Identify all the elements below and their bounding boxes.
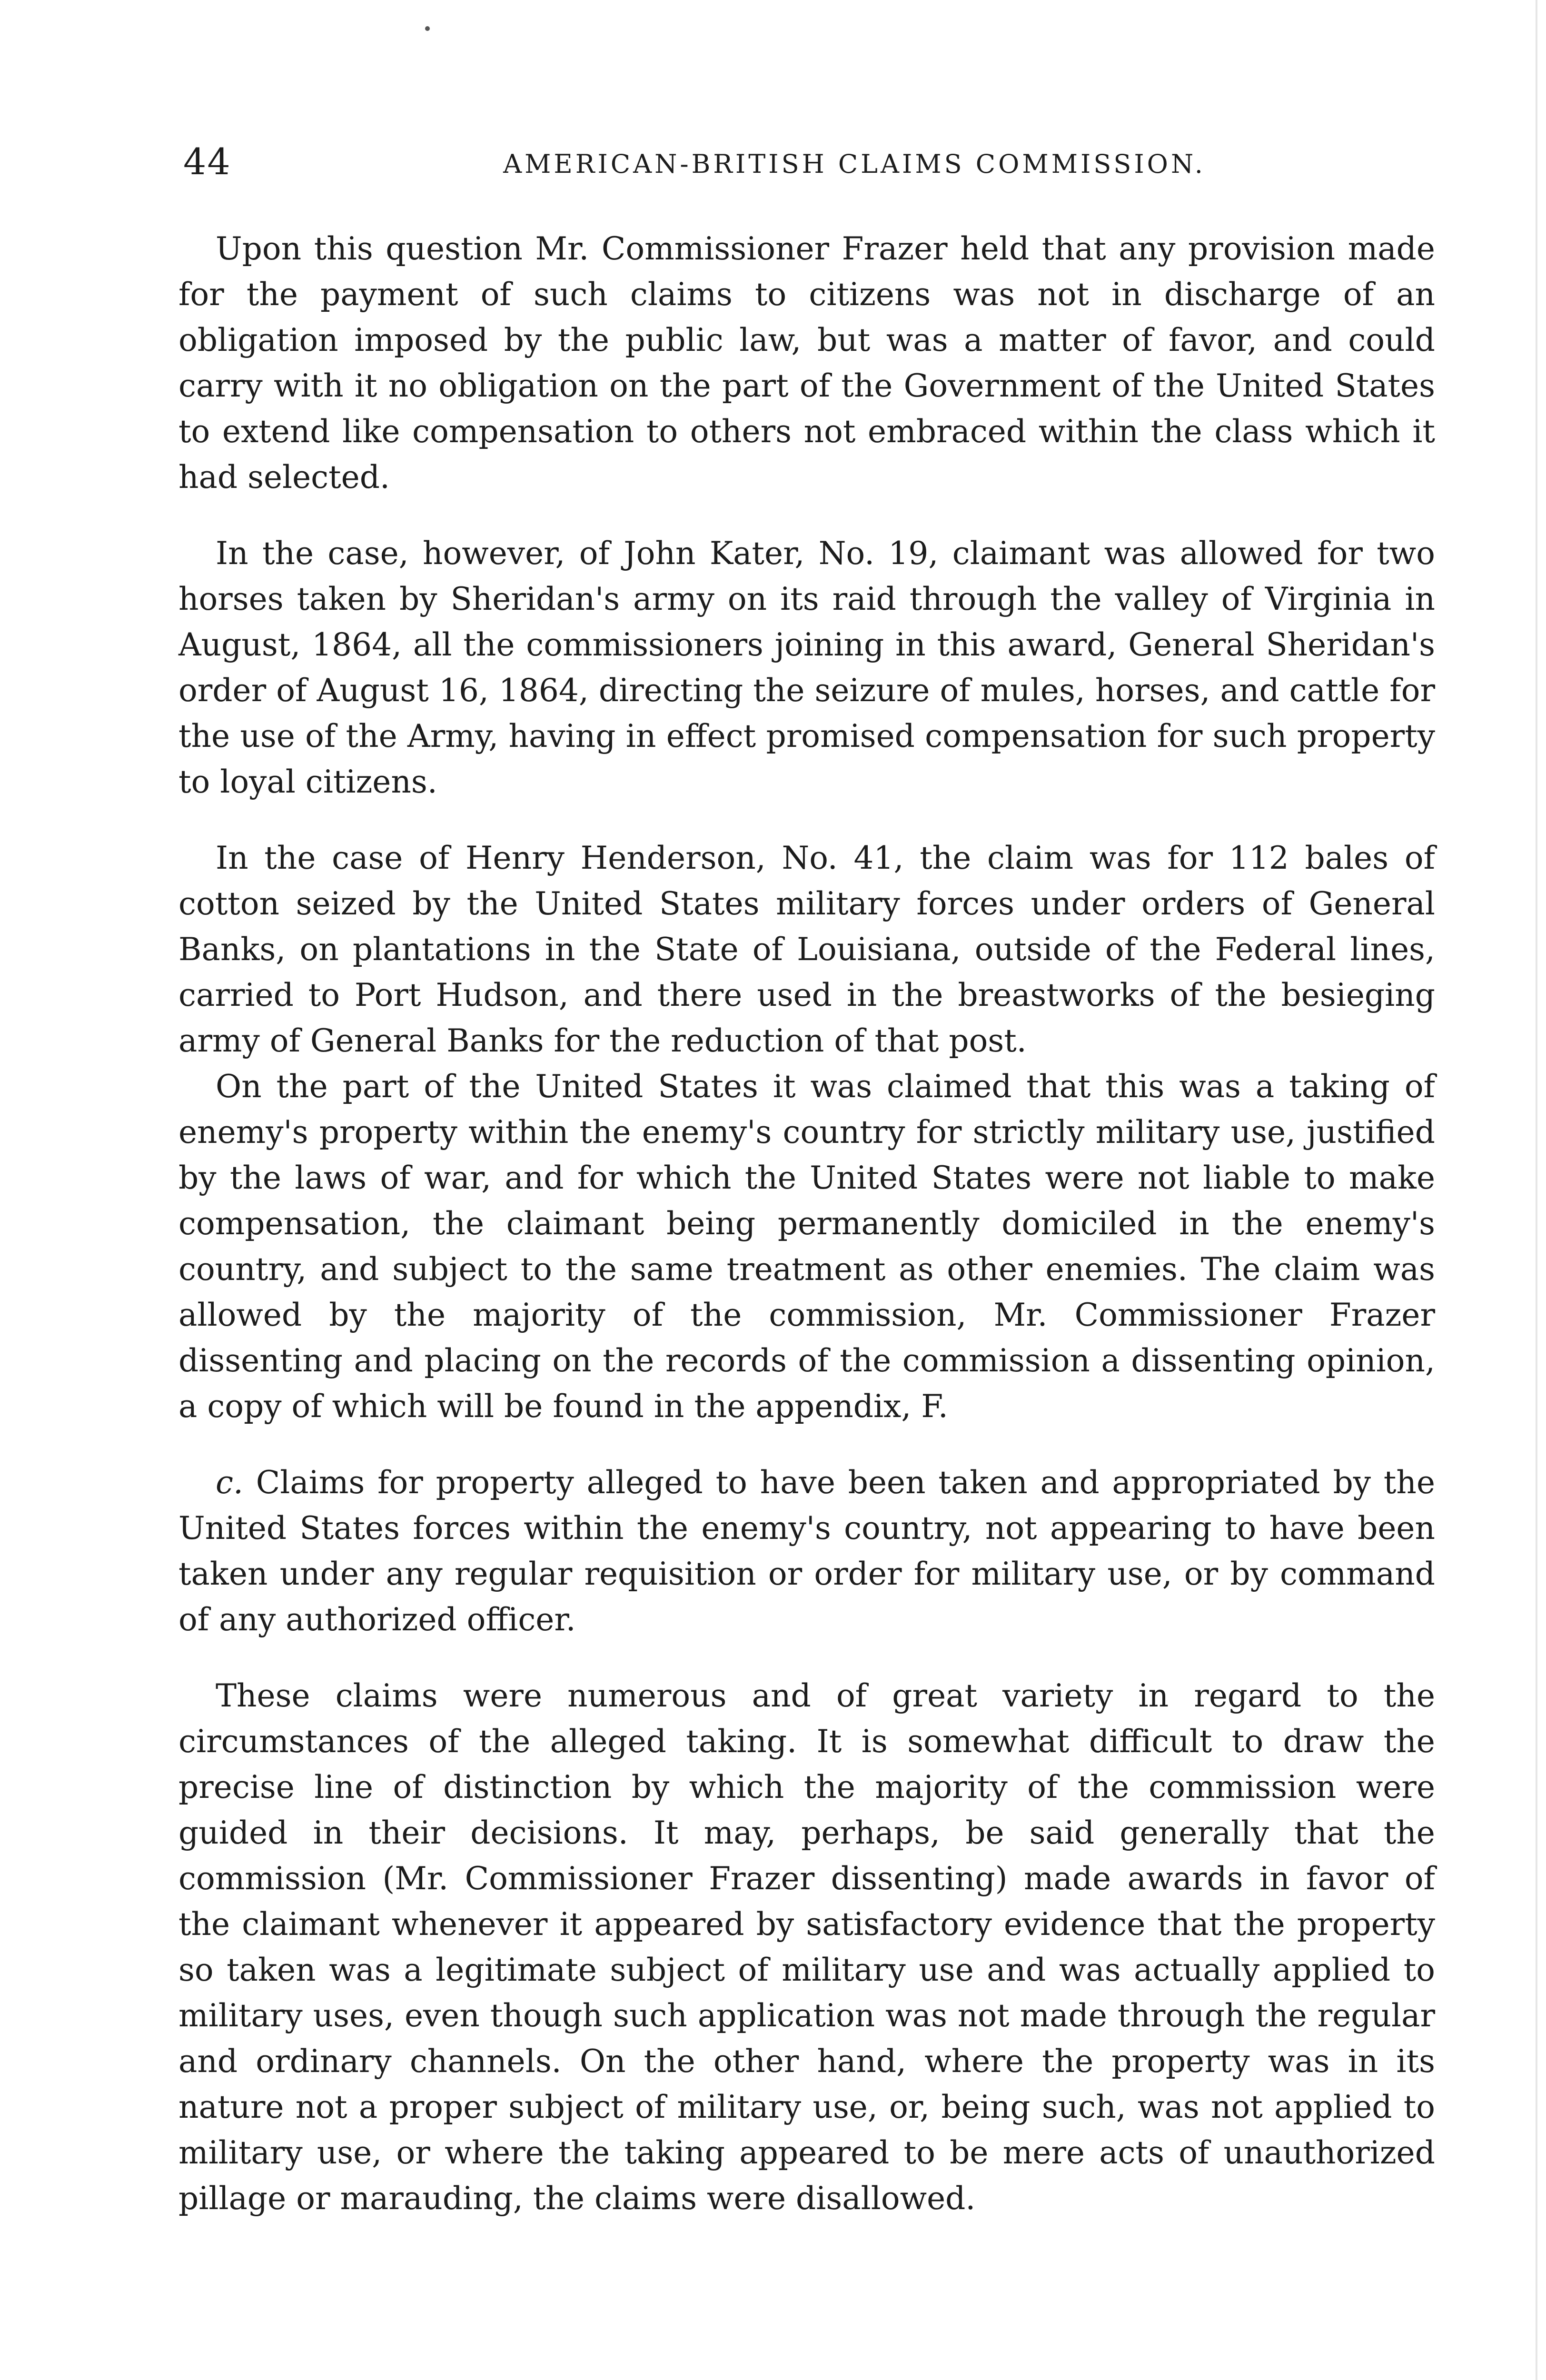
page-edge (1536, 0, 1537, 2380)
paragraph-henderson-case: In the case of Henry Henderson, No. 41, the claim was for 112 bales of cotton seized by the United States military forces under orders of General Banks, on plantations in the State of Louisiana, outside of the Federal lines, carried to Port Hudson, and there used in the breastworks of the besieging army of General Banks for the reduction of that post. (178, 840, 1435, 1059)
paragraph-kater-case: In the case, however, of John Kater, No. 19, claimant was allowed for two horses taken by Sheridan's army on its raid through the valley of Virginia in August, 1864, all the commissioners joining in this award, General Sheridan's order of August 16, 1864, directing the seizure of mules, horses, and cattle for the use of the Army, having in effect promised compensation for such property to loyal citizens. (178, 535, 1435, 800)
body-text (178, 226, 1435, 2221)
page-number: 44 (183, 140, 231, 183)
paragraph-claims-numerous: These claims were numerous and of great variety in regard to the circumstances of the alleged taking. It is somewhat difficult to draw the precise line of distinction by which the majority of the commission were guided in their decisions. It may, perhaps, be said generally that the commission (Mr. Commissioner Frazer dissenting) made awards in favor of the claimant whenever it appeared by satisfactory evidence that the property so taken was a legitimate subject of military use and was actually applied to military uses, even though such application was not made through the regular and ordinary channels. On the other hand, where the property was in its nature not a proper subject of military use, or, being such, was not applied to military use, or where the taking appeared to be mere acts of unauthorized pillage or marauding, the claims were disallowed. (178, 1677, 1435, 2217)
page-header (183, 138, 1430, 200)
subhead-claims-c (178, 1460, 1435, 1643)
subhead-letter: c. (216, 1464, 243, 1501)
subhead-text: Claims for property alleged to have been taken and appropriated by the United States forces within the enemy's country, not appearing to have been taken under any regular requisition or order for military use, or by command of any authorized officer. (178, 1464, 1435, 1638)
paragraph-united-states-claim: On the part of the United States it was claimed that this was a taking of enemy's property within the enemy's country for strictly military use, justified by the laws of war, and for which the United States were not liable to make compensation, the claimant being permanently domiciled in the enemy's country, and subject to the same treatment as other enemies. The claim was allowed by the majority of the commission, Mr. Commissioner Frazer dissenting and placing on the records of the commission a dissenting opinion, a copy of which will be found in the appendix, F. (178, 1068, 1435, 1425)
print-speck (425, 26, 430, 31)
running-head: AMERICAN-BRITISH CLAIMS COMMISSION. (503, 149, 1206, 179)
paragraph-frazer-opinion: Upon this question Mr. Commissioner Frazer held that any provision made for the payment of such claims to citizens was not in discharge of an obligation imposed by the public law, but was a matter of favor, and could carry with it no obligation on the part of the Government of the United States to extend like compensation to others not embraced within the class which it had selected. (178, 230, 1435, 496)
